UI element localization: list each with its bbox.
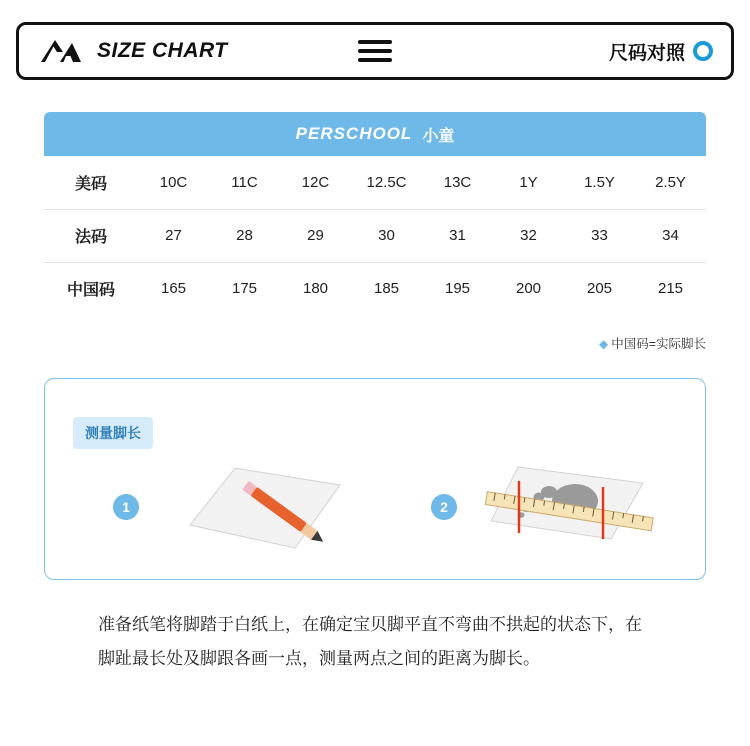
table-row <box>44 262 706 315</box>
table-cell: 33 <box>564 209 635 262</box>
table-cell: 30 <box>351 209 422 262</box>
instruction-paragraph: 准备纸笔将脚踏于白纸上，在确定宝贝脚平直不弯曲不拱起的状态下，在脚趾最长处及脚跟各画一点，测量两点之间的距离为脚长。 <box>98 615 642 668</box>
table-cell: 11C <box>231 173 258 191</box>
table-cell: 2.5Y <box>655 173 686 191</box>
table-cell: 13C <box>443 173 472 191</box>
table-row <box>44 209 706 262</box>
table-cell: 185 <box>351 262 422 315</box>
size-table-header-cn: 小童 <box>422 127 455 145</box>
table-cell: 1.5Y <box>584 173 615 191</box>
table-cell: 1Y <box>519 173 538 191</box>
table-cell: 200 <box>493 262 564 315</box>
bullet-dot-icon: ◆ <box>598 337 609 351</box>
step-number-1: 1 <box>113 494 139 520</box>
size-table-header <box>44 112 706 156</box>
table-cell: 10C <box>159 173 188 191</box>
table-row <box>44 156 706 209</box>
size-table-block <box>44 112 706 315</box>
hamburger-line <box>358 58 392 62</box>
table-cell: 12.5C <box>366 173 407 191</box>
table-cell: 12C <box>301 173 330 191</box>
size-table-header-en: PERSCHOOL <box>295 124 413 143</box>
note-text: 中国码=实际脚长 <box>611 337 706 351</box>
row-label: 法码 <box>44 209 138 262</box>
hamburger-menu-icon[interactable] <box>358 40 392 62</box>
table-cell: 29 <box>280 209 351 262</box>
table-cell: 34 <box>635 209 706 262</box>
table-cell: 215 <box>635 262 706 315</box>
table-cell: 175 <box>209 262 280 315</box>
table-cell: 32 <box>493 209 564 262</box>
header-right-group <box>609 38 713 65</box>
table-cell: 180 <box>280 262 351 315</box>
page-title: SIZE CHART <box>97 39 228 62</box>
size-table-note <box>44 334 706 352</box>
table-cell: 165 <box>138 262 209 315</box>
row-label: 中国码 <box>44 262 138 315</box>
step-number-2: 2 <box>431 494 457 520</box>
measure-instructions-card <box>44 378 706 580</box>
foot-outline-with-ruler-illustration <box>483 461 658 561</box>
table-cell: 28 <box>209 209 280 262</box>
table-cell: 31 <box>422 209 493 262</box>
table-cell: 205 <box>564 262 635 315</box>
size-table <box>44 156 706 315</box>
row-label: 美码 <box>74 175 107 193</box>
hamburger-line <box>358 40 392 44</box>
table-cell: 27 <box>138 209 209 262</box>
header-bar <box>16 22 734 80</box>
circle-ring-icon <box>693 41 713 61</box>
table-cell: 195 <box>422 262 493 315</box>
hamburger-line <box>358 49 392 53</box>
measure-tag-label: 测量脚长 <box>73 417 153 449</box>
paper-and-pencil-illustration <box>185 463 345 558</box>
anta-logo-icon <box>39 38 83 64</box>
header-cn-label: 尺码对照 <box>608 42 685 64</box>
